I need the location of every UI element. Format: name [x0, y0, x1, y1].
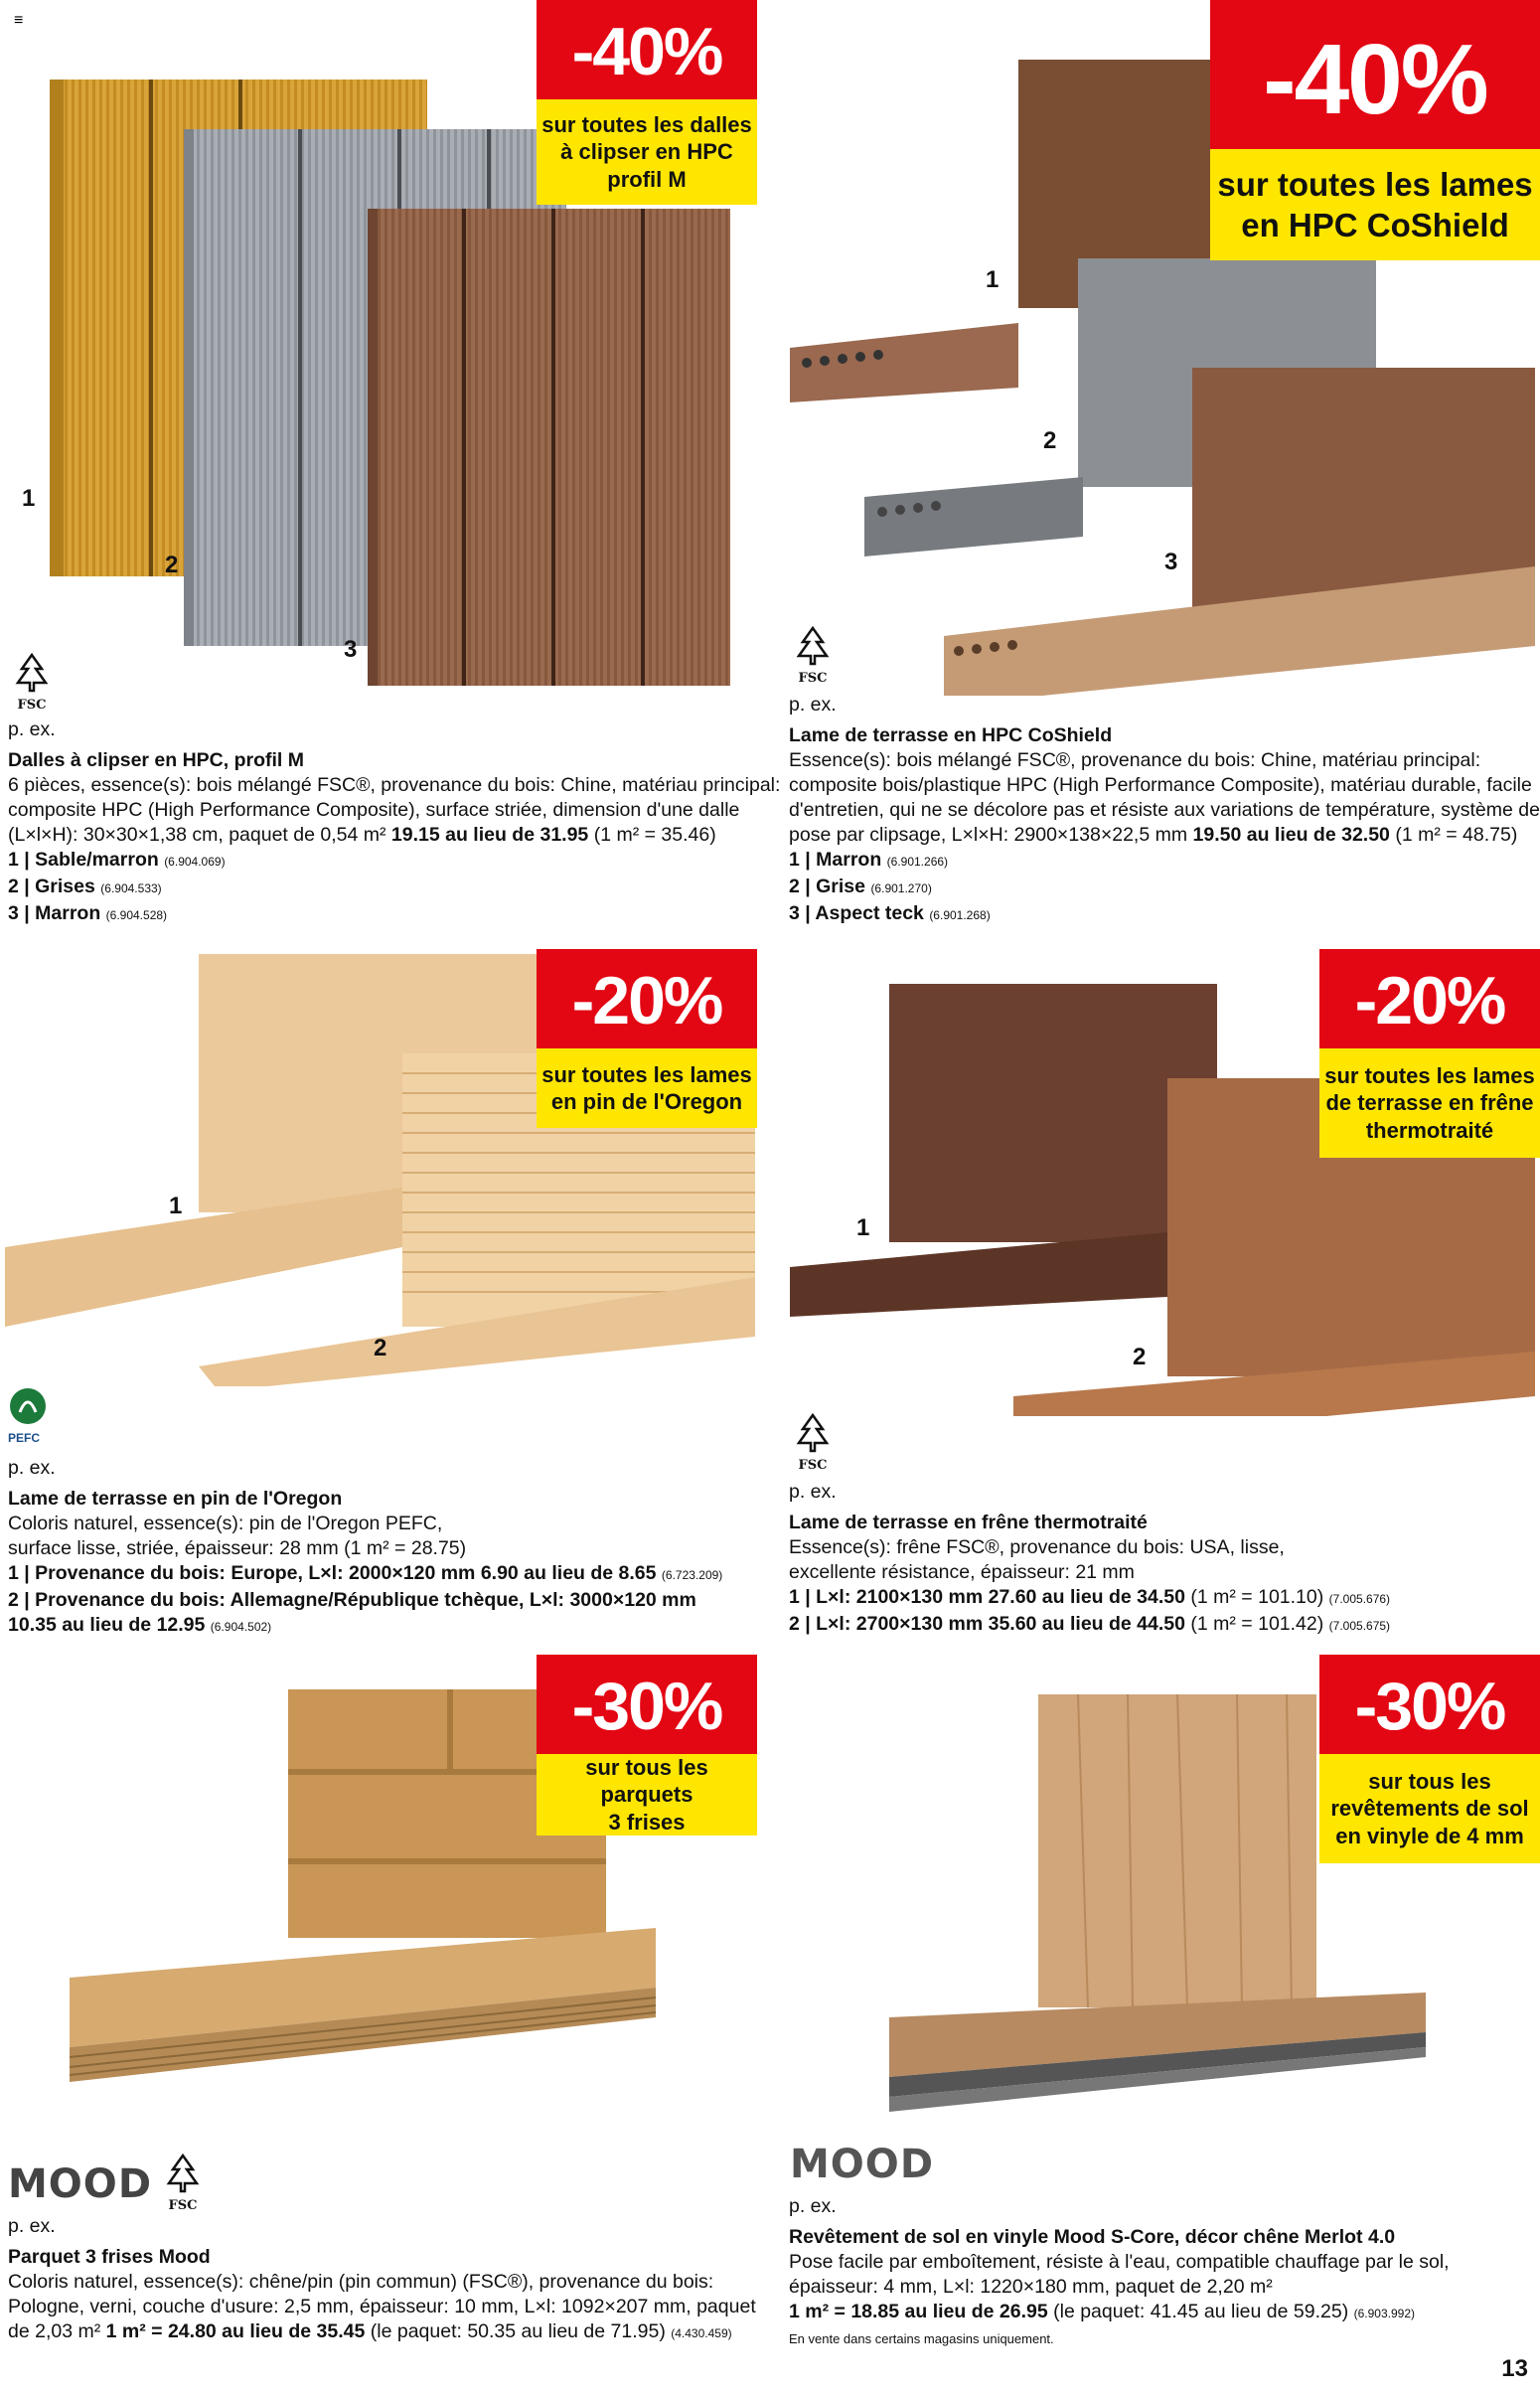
example-label: p. ex.	[789, 694, 837, 716]
corner-mark: ≡	[14, 12, 24, 29]
fsc-tree-icon	[791, 1411, 835, 1453]
fsc-logo	[10, 651, 54, 713]
variant-line: 3 | Aspect teck (6.901.268)	[789, 902, 991, 924]
desc-line: Essence(s): bois mélangé FSC®, provenance du bois: Chine, matériau principal:	[789, 749, 1481, 771]
article-ref: (6.901.270)	[870, 881, 932, 895]
variant-line: 3 | Marron (6.904.528)	[8, 902, 168, 924]
article-ref: (6.901.268)	[929, 908, 991, 922]
variant-number: 2	[1043, 427, 1057, 454]
discount-badge: -30%	[537, 1655, 757, 1754]
variant-line: 1 | L×l: 2100×130 mm 27.60 au lieu de 34.50 (1 m² = 101.10) (7.005.676)	[789, 1586, 1391, 1608]
badge-line: de terrasse en frêne	[1325, 1090, 1534, 1116]
variant-line: 2 | L×l: 2700×130 mm 35.60 au lieu de 44.50 (1 m² = 101.42) (7.005.675)	[789, 1613, 1391, 1635]
badge-line: en pin de l'Oregon	[550, 1089, 743, 1114]
article-ref: (6.904.069)	[164, 855, 226, 869]
badge-line: profil M	[607, 166, 687, 192]
product-title: Lame de terrasse en HPC CoShield	[789, 724, 1113, 746]
desc-line: Coloris naturel, essence(s): chêne/pin (pin commun) (FSC®), provenance du bois:	[8, 2271, 714, 2293]
fsc-tree-icon	[161, 2152, 205, 2193]
article-ref: (6.901.266)	[886, 855, 949, 869]
discount-badge: -20%	[537, 949, 757, 1048]
desc-line: Pologne, verni, couche d'usure: 2,5 mm, épaisseur: 10 mm, L×l: 1092×207 mm, paquet	[8, 2296, 756, 2317]
desc-line: 6 pièces, essence(s): bois mélangé FSC®, provenance du bois: Chine, matériau principal:	[8, 774, 781, 796]
badge-line: sur toutes les lames	[541, 1061, 752, 1087]
variant-line: 2 | Provenance du bois: Allemagne/République tchèque, L×l: 3000×120 mm	[8, 1589, 696, 1611]
discount-description	[537, 1048, 757, 1128]
desc-line-price: (L×l×H): 30×30×1,38 cm, paquet de 0,54 m² 19.15 au lieu de 31.95 (1 m² = 35.46)	[8, 824, 716, 846]
badge-line: à clipser en HPC	[560, 139, 733, 165]
example-label: p. ex.	[8, 1457, 56, 1479]
badge-line: thermotraité	[1365, 1117, 1494, 1143]
article-ref: (7.005.675)	[1328, 1619, 1391, 1633]
article-ref: (6.723.209)	[661, 1568, 723, 1582]
badge-line: sur tous les	[1368, 1768, 1491, 1794]
variant-number: 2	[165, 552, 179, 578]
fsc-tree-icon	[10, 651, 54, 693]
product-description	[8, 718, 781, 928]
variant-number: 2	[1133, 1344, 1147, 1370]
desc-line-price: pose par clipsage, L×l×H: 2900×138×22,5 mm 19.50 au lieu de 32.50 (1 m² = 48.75)	[789, 824, 1518, 846]
price: 35.60 au lieu de 44.50	[988, 1613, 1185, 1635]
example-label: p. ex.	[789, 2195, 837, 2217]
desc-line: épaisseur: 4 mm, L×l: 1220×180 mm, paquet de 2,20 m²	[789, 2276, 1273, 2298]
price: 6.90 au lieu de 8.65	[480, 1562, 657, 1584]
discount-description	[537, 1754, 757, 1836]
product-title: Parquet 3 frises Mood	[8, 2246, 211, 2268]
product-title: Lame de terrasse en frêne thermotraité	[789, 1512, 1148, 1533]
product-description	[8, 2214, 773, 2346]
pefc-label: PEFC	[8, 1431, 41, 1445]
product-title: Lame de terrasse en pin de l'Oregon	[8, 1488, 343, 1510]
price: 19.50 au lieu de 32.50	[1192, 824, 1390, 846]
variant-number: 3	[1164, 549, 1178, 575]
badge-line: en HPC CoShield	[1241, 207, 1509, 243]
product-description	[789, 2194, 1534, 2351]
discount-badge: -40%	[1210, 0, 1540, 149]
desc-line: composite bois/plastique HPC (High Performance Composite), matériau durable, facile	[789, 774, 1532, 796]
badge-line: en vinyle de 4 mm	[1335, 1823, 1524, 1848]
article-ref: (4.430.459)	[671, 2326, 732, 2340]
price: 1 m² = 24.80 au lieu de 35.45	[105, 2320, 366, 2342]
pefc-logo	[8, 1386, 54, 1445]
variant-line: 1 | Provenance du bois: Europe, L×l: 2000×120 mm 6.90 au lieu de 8.65 (6.723.209)	[8, 1562, 723, 1584]
desc-line: Essence(s): frêne FSC®, provenance du bois: USA, lisse,	[789, 1536, 1285, 1558]
article-ref: (6.904.502)	[210, 1620, 272, 1634]
desc-line-price: de 2,03 m² 1 m² = 24.80 au lieu de 35.45 (le paquet: 50.35 au lieu de 71.95) (4.430.459)	[8, 2320, 732, 2342]
variant-number: 1	[169, 1193, 183, 1219]
variant-line: 2 | Grises (6.904.533)	[8, 876, 162, 897]
badge-line: sur toutes les lames	[1217, 165, 1533, 203]
discount-description	[1319, 1754, 1540, 1863]
availability-note: En vente dans certains magasins uniquement.	[789, 2331, 1054, 2346]
discount-badge: -20%	[1319, 949, 1540, 1048]
desc-line: excellente résistance, épaisseur: 21 mm	[789, 1561, 1135, 1583]
variant-number: 1	[986, 266, 1000, 293]
variant-number: 2	[374, 1335, 387, 1361]
discount-description	[1319, 1048, 1540, 1158]
price: 10.35 au lieu de 12.95	[8, 1614, 206, 1636]
variant-line: 1 | Sable/marron (6.904.069)	[8, 849, 226, 871]
desc-line-price: 1 m² = 18.85 au lieu de 26.95 (le paquet: 41.45 au lieu de 59.25) (6.903.992)	[789, 2301, 1415, 2322]
fsc-tree-icon	[791, 624, 835, 666]
price: 27.60 au lieu de 34.50	[988, 1586, 1185, 1608]
badge-line: sur tous les parquets	[585, 1754, 708, 1808]
variant-line: 2 | Grise (6.901.270)	[789, 876, 932, 897]
example-label: p. ex.	[8, 2215, 56, 2237]
article-ref: (7.005.676)	[1328, 1592, 1391, 1606]
variant-line: 1 | Marron (6.901.266)	[789, 849, 949, 871]
discount-description	[1210, 149, 1540, 260]
product-title: Revêtement de sol en vinyle Mood S-Core, décor chêne Merlot 4.0	[789, 2226, 1396, 2248]
mood-logo: MOOD	[8, 2161, 153, 2207]
example-label: p. ex.	[8, 718, 56, 740]
fsc-logo	[791, 1411, 835, 1473]
pefc-icon	[8, 1386, 48, 1426]
article-ref: (6.904.528)	[105, 908, 168, 922]
discount-description	[537, 99, 757, 205]
product-description	[789, 693, 1540, 928]
desc-line-price	[8, 1613, 763, 1640]
fsc-logo	[791, 624, 835, 686]
desc-line: surface lisse, striée, épaisseur: 28 mm (1 m² = 28.75)	[8, 1537, 467, 1559]
badge-line: revêtements de sol	[1330, 1796, 1529, 1822]
discount-badge: -40%	[537, 0, 757, 99]
fsc-label: FSC	[798, 671, 828, 686]
fsc-label: FSC	[798, 1458, 828, 1473]
variant-number: 1	[22, 485, 36, 512]
badge-line: sur toutes les dalles	[541, 111, 752, 137]
fsc-label: FSC	[17, 698, 47, 713]
price: 19.15 au lieu de 31.95	[390, 824, 589, 846]
product-description	[789, 1480, 1534, 1639]
product-description	[8, 1456, 763, 1640]
article-ref: (6.904.533)	[100, 881, 162, 895]
desc-line: d'entretien, qui ne se décolore pas et résiste aux variations de température, système de	[789, 799, 1540, 821]
variant-number: 1	[856, 1214, 870, 1241]
mood-logo: MOOD	[790, 2142, 935, 2187]
badge-line: 3 frises	[608, 1809, 686, 1835]
desc-line: Pose facile par emboîtement, résiste à l'eau, compatible chauffage par le sol,	[789, 2251, 1450, 2273]
price: 1 m² = 18.85 au lieu de 26.95	[789, 2301, 1048, 2322]
badge-line: sur toutes les lames	[1324, 1062, 1535, 1088]
page-number: 13	[1501, 2355, 1528, 2382]
fsc-logo	[161, 2152, 205, 2213]
fsc-label: FSC	[168, 2198, 198, 2213]
desc-line: composite HPC (High Performance Composite), surface striée, dimension d'une dalle	[8, 799, 740, 821]
article-ref: (6.903.992)	[1353, 2307, 1415, 2320]
example-label: p. ex.	[789, 1481, 837, 1503]
product-title: Dalles à clipser en HPC, profil M	[8, 749, 305, 771]
discount-badge: -30%	[1319, 1655, 1540, 1754]
variant-number: 3	[344, 636, 358, 663]
desc-line: Coloris naturel, essence(s): pin de l'Oregon PEFC,	[8, 1513, 443, 1534]
